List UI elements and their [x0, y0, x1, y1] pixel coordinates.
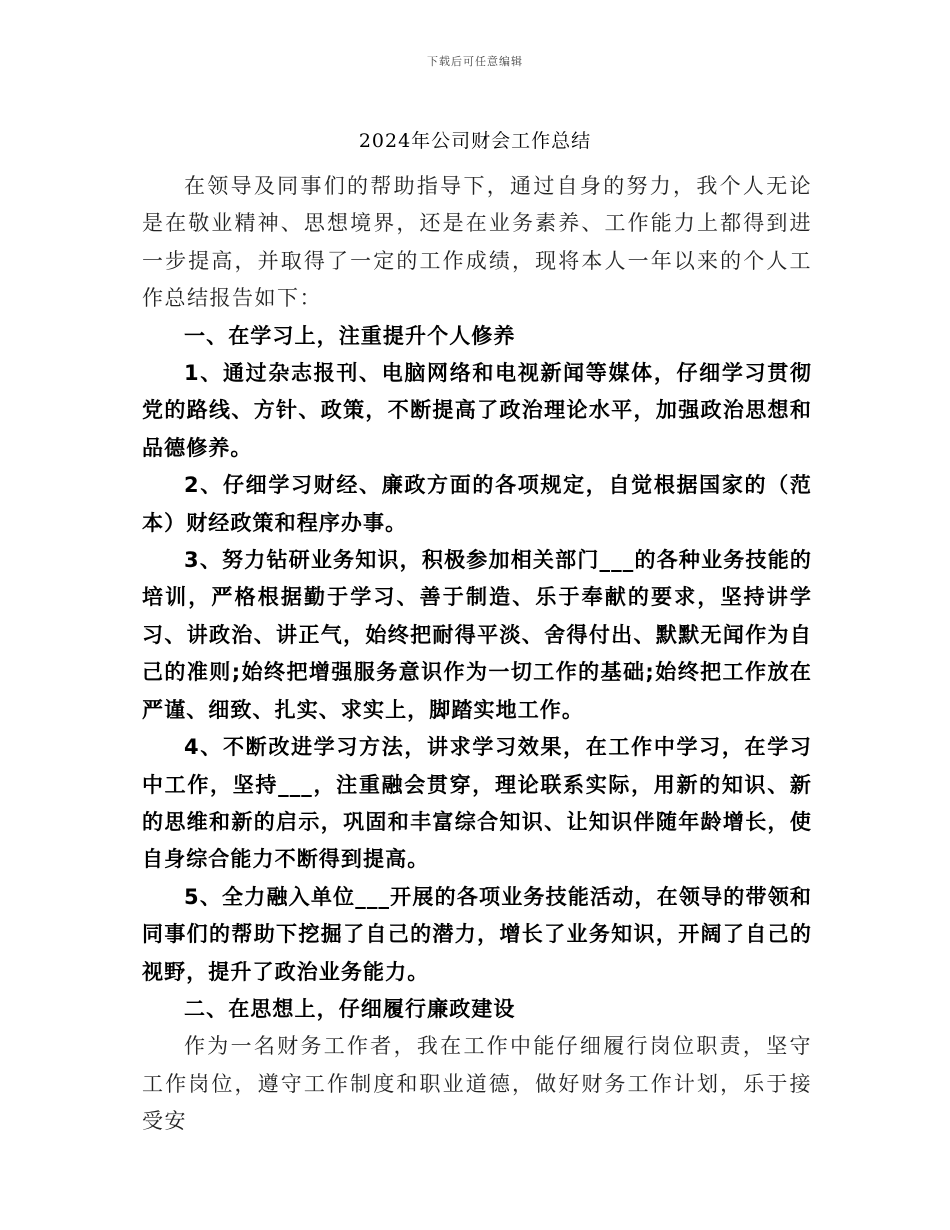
study-item-1: 1、通过杂志报刊、电脑网络和电视新闻等媒体，仔细学习贯彻党的路线、方针、政策，不断提高了政治理论水平，加强政治思想和品德修养。 [142, 361, 812, 460]
study-item-3: 3、努力钻研业务知识，积极参加相关部门___的各种业务技能的培训，严格根据勤于学习、善于制造、乐于奉献的要求，坚持讲学习、讲政治、讲正气，始终把耐得平淡、舍得付出、默默无闻作为自己的准则;始终把增强服务意识作为一切工作的基础;始终把工作放在严谨、细致、扎实、求实上，脚踏实地工作。 [142, 548, 812, 722]
section-heading-study: 一、在学习上，注重提升个人修养 [184, 323, 516, 348]
document-body [142, 168, 812, 1141]
study-item-2: 2、仔细学习财经、廉政方面的各项规定，自觉根据国家的（范本）财经政策和程序办事。 [142, 473, 812, 535]
study-item-4: 4、不断改进学习方法，讲求学习效果，在工作中学习，在学习中工作，坚持___，注重融会贯穿，理论联系实际，用新的知识、新的思维和新的启示，巩固和丰富综合知识、让知识伴随年龄增长，使自身综合能力不断得到提高。 [142, 735, 812, 872]
intro-paragraph: 在领导及同事们的帮助指导下，通过自身的努力，我个人无论是在敬业精神、思想境界，还是在业务素养、工作能力上都得到进一步提高，并取得了一定的工作成绩，现将本人一年以来的个人工作总结报告如下： [142, 174, 812, 311]
thought-paragraph: 作为一名财务工作者，我在工作中能仔细履行岗位职责，坚守工作岗位，遵守工作制度和职业道德，做好财务工作计划，乐于接受安 [142, 1034, 812, 1134]
study-item-5: 5、全力融入单位___开展的各项业务技能活动，在领导的带领和同事们的帮助下挖掘了自己的潜力，增长了业务知识，开阔了自己的视野，提升了政治业务能力。 [142, 884, 812, 984]
page-header-note: 下载后可任意编辑 [427, 55, 523, 68]
page-title: 2024年公司财会工作总结 [358, 130, 592, 152]
section-heading-thought: 二、在思想上，仔细履行廉政建设 [184, 996, 516, 1021]
